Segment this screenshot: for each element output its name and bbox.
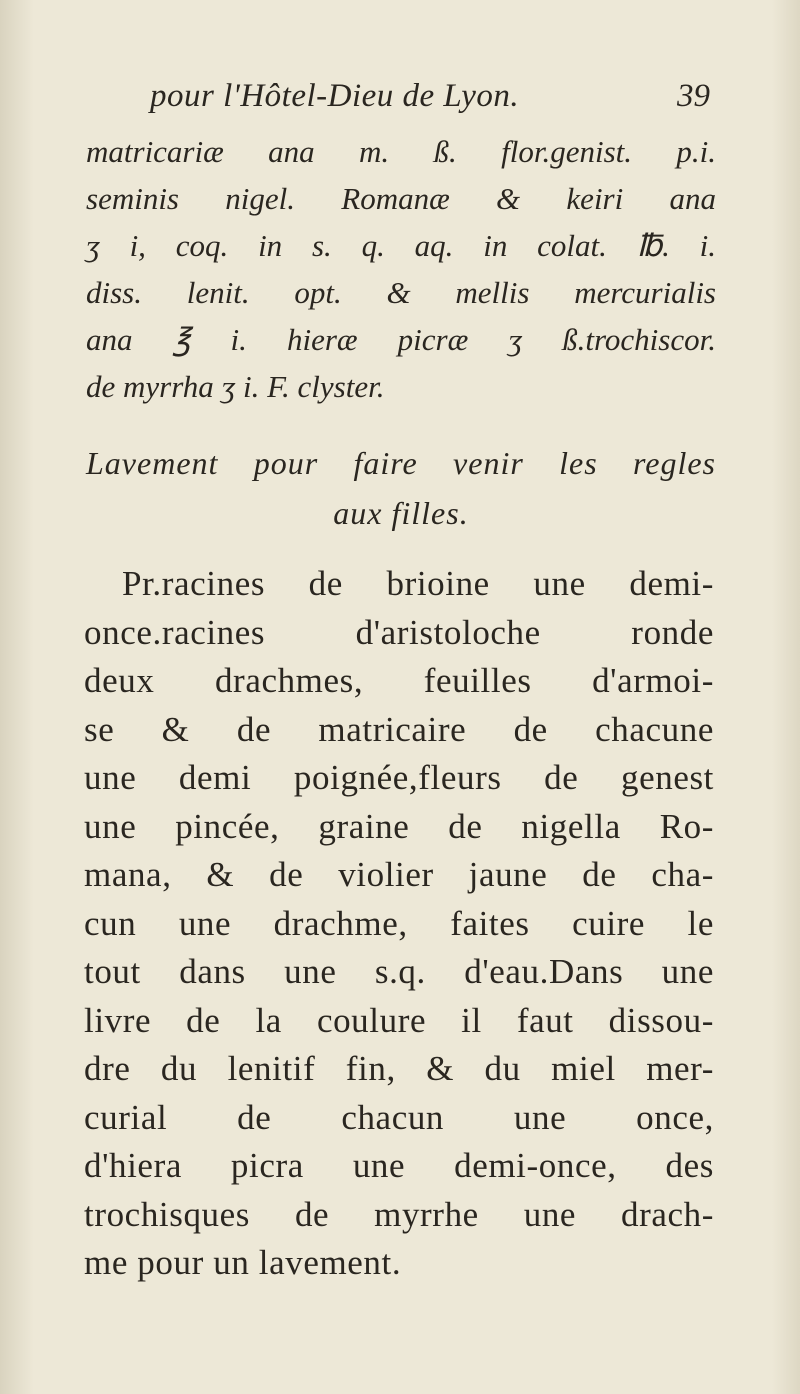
- body-line: tout dans une s.q. d'eau.Dans une: [84, 952, 714, 991]
- body-line: deux drachmes, feuilles d'armoi-: [84, 661, 714, 700]
- recipe-line: diss. lenit. opt. & mellis mercurialis: [86, 275, 716, 310]
- body-line: Pr.racines de brioine une demi-: [122, 564, 714, 603]
- body-line: une pincée, graine de nigella Ro-: [84, 806, 714, 846]
- body-line: dre du lenitif fin, & du miel mer-: [84, 1049, 714, 1088]
- body-line: trochisques de myrrhe une drach-: [84, 1194, 714, 1234]
- body-line: une demi poignée,fleurs de genest: [84, 758, 714, 797]
- body-line: once.racines d'aristoloche ronde: [84, 612, 714, 652]
- recipe-line: ʒ i, coq. in s. q. aq. in colat. ℔. i.: [86, 228, 716, 263]
- body-line: d'hiera picra une demi-once, des: [84, 1146, 714, 1185]
- recipe-line: ana ℥ i. hieræ picræ ʒ ß.trochiscor.: [86, 322, 716, 357]
- section-heading: [86, 438, 716, 538]
- body-line: se & de matricaire de chacune: [84, 709, 714, 749]
- recipe-line: de myrrha ʒ i. F. clyster.: [86, 369, 385, 404]
- latin-recipe: [86, 128, 716, 410]
- running-head: [150, 70, 710, 120]
- running-title: pour l'Hôtel-Dieu de Lyon.: [150, 78, 520, 114]
- body-line: mana, & de violier jaune de cha-: [84, 855, 714, 894]
- body-line: me pour un lavement.: [84, 1243, 402, 1282]
- section-heading-line: Lavement pour faire venir les regles: [86, 445, 716, 481]
- recipe-body: [84, 560, 714, 1288]
- recipe-line: matricariæ ana m. ß. flor.genist. p.i.: [86, 134, 716, 169]
- body-line: cun une drachme, faites cuire le: [84, 903, 714, 943]
- section-heading-line: aux filles.: [333, 495, 469, 531]
- body-line: curial de chacun une once,: [84, 1097, 714, 1137]
- page-number: 39: [677, 78, 710, 114]
- body-line: livre de la coulure il faut dissou-: [84, 1000, 714, 1040]
- recipe-line: seminis nigel. Romanæ & keiri ana: [86, 181, 716, 216]
